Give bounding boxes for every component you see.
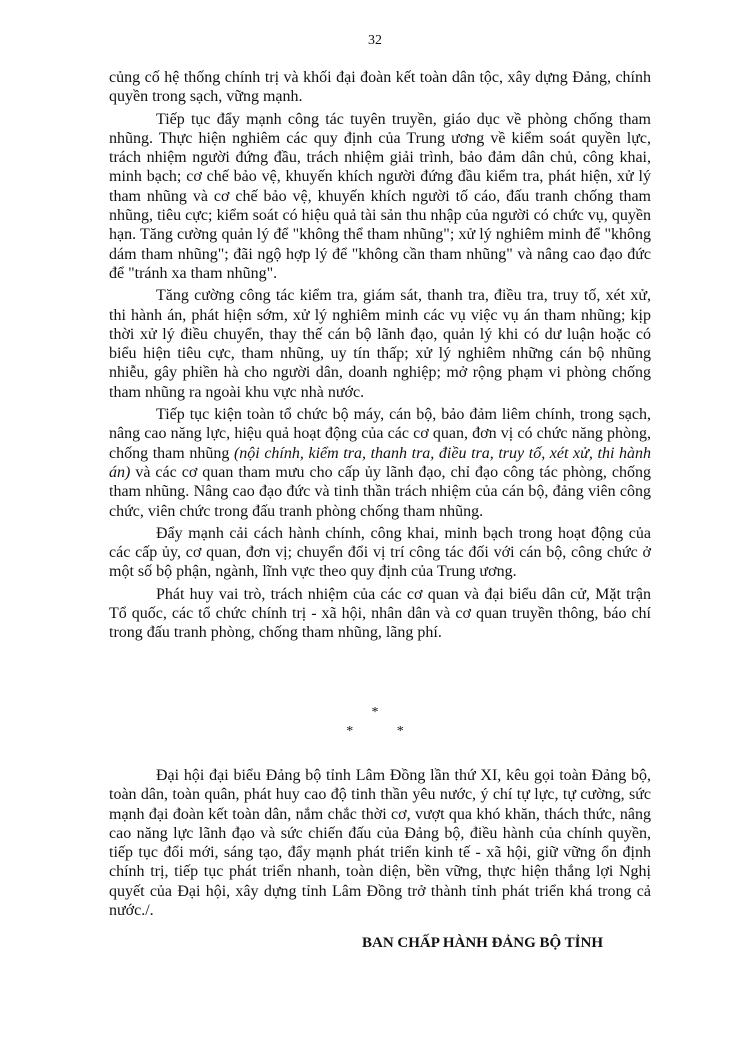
signature-block: BAN CHẤP HÀNH ĐẢNG BỘ TỈNH [362,935,603,951]
paragraph-2: Tiếp tục đẩy mạnh công tác tuyên truyền, giáo dục về phòng chống tham nhũng. Thực hiện nghiêm các quy định của Trung ương về kiểm soát quyền lực, trách nhiệm người đứng đầu, trách nhiệm giải trình, bảo đảm dân chủ, công khai, minh bạch; cơ chế bảo vệ, khuyến khích người đứng đầu kiểm tra, phát hiện, xử lý tham nhũng và cơ chế bảo vệ, khuyến khích người tố cáo, đấu tranh chống tham nhũng, tiêu cực; kiểm soát có hiệu quả tài sản thu nhập của người có chức vụ, quyền hạn. Tăng cường quản lý để "không thể tham nhũng"; xử lý nghiêm minh để "không dám tham nhũng"; đãi ngộ hợp lý để "không cần tham nhũng" và nâng cao đạo đức để "tránh xa tham nhũng". [109,110,651,282]
paragraph-4-text-end: và các cơ quan tham mưu cho cấp ủy lãnh đạo, chỉ đạo công tác phòng, chống tham nhũng. Nâng cao đạo đức và tinh thần trách nhiệm của cán bộ, đảng viên công chức, viên chức trong đấu tranh phòng chống tham nhũng. [109,463,651,520]
page-number: 32 [368,33,382,48]
paragraph-3: Tăng cường công tác kiểm tra, giám sát, thanh tra, điều tra, truy tố, xét xử, thi hành án, phát hiện sớm, xử lý nghiêm minh các vụ việc vụ án tham nhũng; kịp thời xử lý điều chuyển, thay thế cán bộ lãnh đạo, quản lý khi có dư luận hoặc có biểu hiện tiêu cực, tham nhũng, uy tín thấp; xử lý nghiêm những cán bộ nhũng nhiễu, gây phiền hà cho người dân, doanh nghiệp; mở rộng phạm vi phòng chống tham nhũng ra ngoài khu vực nhà nước. [109,287,651,401]
paragraph-5: Đẩy mạnh cải cách hành chính, công khai, minh bạch trong hoạt động của các cấp ủy, cơ quan, đơn vị; chuyển đổi vị trí công tác đối với cán bộ, công chức ở một số bộ phận, ngành, lĩnh vực theo quy định của Trung ương. [109,524,651,581]
paragraph-4-italic-note: (nội chính, kiểm tra, thanh tra, điều tra, truy tố, xét xử, thi hành án) [109,444,652,481]
paragraph-6: Phát huy vai trò, trách nhiệm của các cơ quan và đại biểu dân cử, Mặt trận Tổ quốc, các tổ chức chính trị - xã hội, nhân dân và cơ quan truyền thông, báo chí trong đấu tranh phòng, chống tham nhũng, lãng phí. [109,585,651,642]
closing-paragraph: Đại hội đại biểu Đảng bộ tỉnh Lâm Đồng lần thứ XI, kêu gọi toàn Đảng bộ, toàn dân, toàn quân, phát huy cao độ tinh thần yêu nước, ý chí tự lực, tự cường, sức mạnh đại đoàn kết toàn dân, nắm chắc thời cơ, vượt qua khó khăn, thách thức, nâng cao năng lực lãnh đạo và sức chiến đấu của Đảng bộ, điều hành của chính quyền, tiếp tục đổi mới, sáng tạo, đẩy mạnh phát triển kinh tế - xã hội, giữ vững ổn định chính trị, tiếp tục phát triển nhanh, toàn diện, bền vững, thực hiện thắng lợi Nghị quyết của Đại hội, xây dựng tỉnh Lâm Đồng trở thành tỉnh phát triển khá trong cả nước./. [109,767,651,920]
paragraph-4-text-start: Tiếp tục kiện toàn tổ chức bộ máy, cán bộ, bảo đảm liêm chính, trong sạch, nâng cao năng lực, hiệu quả hoạt động của các cơ quan, đơn vị có chức năng phòng, chống tham nhũng [109,406,651,462]
separator-stars-bottom: * * [346,724,404,739]
document-body [109,68,651,646]
paragraph-4 [109,405,651,521]
paragraph-1: củng cố hệ thống chính trị và khối đại đoàn kết toàn dân tộc, xây dựng Đảng, chính quyền trong sạch, vững mạnh. [109,69,651,106]
separator-star-top: * [371,705,379,720]
